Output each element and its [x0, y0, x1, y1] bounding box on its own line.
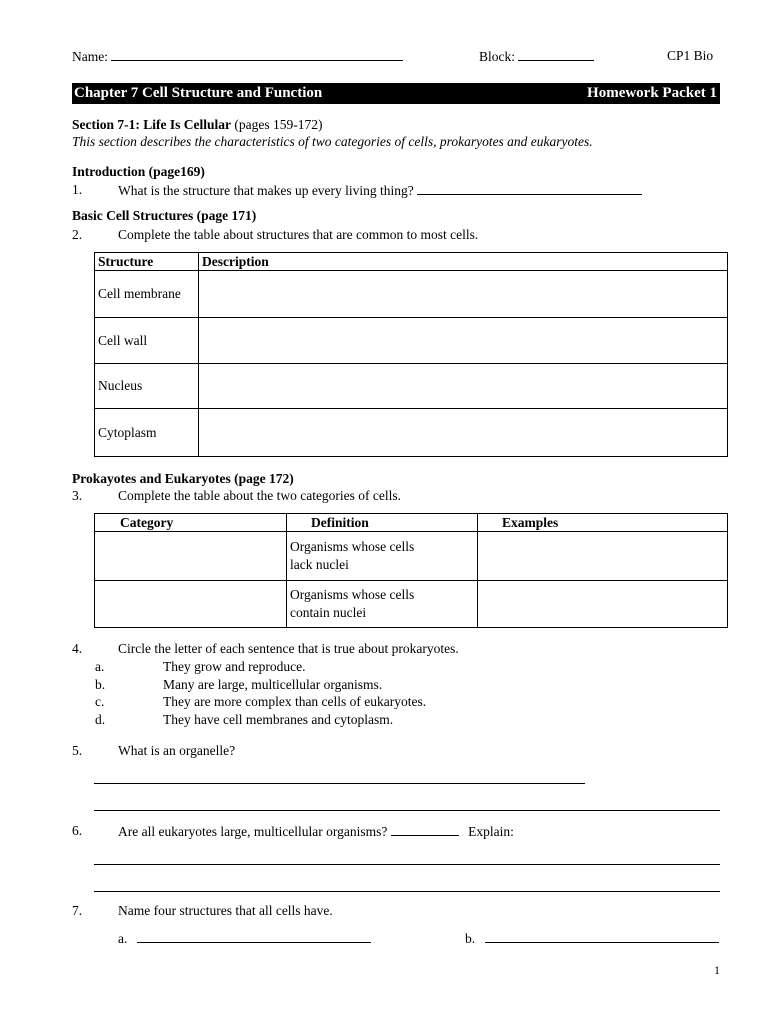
course-label: CP1 Bio: [667, 48, 714, 63]
q6-number: 6.: [72, 823, 83, 838]
definition-cell: [287, 581, 478, 628]
q7-text: Name four structures that all cells have.: [118, 903, 333, 918]
block-label: Block:: [479, 49, 515, 64]
q2-number: 2.: [72, 227, 83, 242]
q1-text: What is the structure that makes up every living thing?: [118, 183, 414, 198]
examples-cell[interactable]: [478, 581, 728, 628]
q6-answer-line[interactable]: [94, 864, 720, 865]
q1-answer-blank[interactable]: [417, 182, 642, 195]
q6-answer-blank[interactable]: [391, 823, 459, 836]
q4-option-letter[interactable]: c.: [95, 694, 105, 709]
section-description: This section describes the characteristics of two categories of cells, prokaryotes and eukaryotes.: [72, 134, 593, 149]
structure-cell: Cell wall: [95, 318, 199, 364]
description-cell[interactable]: [199, 271, 728, 318]
prok-heading: Prokayotes and Eukaryotes (page 172): [72, 471, 294, 486]
q4-text: Circle the letter of each sentence that is true about prokaryotes.: [118, 641, 459, 656]
chapter-title: Chapter 7 Cell Structure and Function: [74, 85, 323, 101]
q7-letter-a: a.: [118, 931, 128, 946]
q3-text: Complete the table about the two categories of cells.: [118, 488, 402, 503]
definition-col-header: Definition: [287, 514, 478, 532]
page-number: 1: [714, 963, 720, 977]
table-row: [95, 364, 728, 409]
q7-item-b: [465, 930, 719, 947]
category-cell[interactable]: [95, 581, 287, 628]
definition-line: Organisms whose cells: [290, 587, 415, 602]
q1-number: 1.: [72, 182, 83, 197]
definition-line: Organisms whose cells: [290, 539, 415, 554]
q4-option-letter[interactable]: d.: [95, 712, 106, 727]
structure-cell: Nucleus: [95, 364, 199, 409]
q7-answer-blank-a[interactable]: [137, 930, 371, 943]
q4-option-letter[interactable]: a.: [95, 659, 105, 674]
q4-option-text: Many are large, multicellular organisms.: [163, 677, 383, 692]
q4-option-letter[interactable]: b.: [95, 677, 106, 692]
section-title: Section 7-1: Life Is Cellular: [72, 117, 231, 132]
table-row: [95, 532, 728, 581]
q4-option-text: They have cell membranes and cytoplasm.: [163, 712, 394, 727]
table-row: [95, 581, 728, 628]
block-blank[interactable]: [518, 48, 594, 61]
description-col-header: Description: [199, 253, 728, 271]
category-cell[interactable]: [95, 532, 287, 581]
q7-letter-b: b.: [465, 931, 476, 946]
definition-line: contain nuclei: [290, 605, 367, 620]
description-cell[interactable]: [199, 409, 728, 457]
q6-question: [118, 823, 514, 840]
intro-heading: Introduction (page169): [72, 164, 205, 179]
block-field[interactable]: [479, 48, 594, 65]
q1-question: [118, 182, 642, 199]
table-row: [95, 409, 728, 457]
definition-line: lack nuclei: [290, 557, 349, 572]
name-label: Name:: [72, 49, 108, 64]
q7-answer-blank-b[interactable]: [485, 930, 719, 943]
definition-cell: [287, 532, 478, 581]
q6-text: Are all eukaryotes large, multicellular organisms?: [118, 824, 388, 839]
q3-number: 3.: [72, 488, 83, 503]
structure-cell: Cytoplasm: [95, 409, 199, 457]
category-table: [94, 513, 728, 628]
name-blank[interactable]: [111, 48, 403, 61]
examples-cell[interactable]: [478, 532, 728, 581]
q5-answer-line[interactable]: [94, 810, 720, 811]
q5-number: 5.: [72, 743, 83, 758]
q2-text: Complete the table about structures that are common to most cells.: [118, 227, 479, 242]
q5-text: What is an organelle?: [118, 743, 236, 758]
q6-answer-line[interactable]: [94, 891, 720, 892]
q4-option-text: They grow and reproduce.: [163, 659, 306, 674]
q7-number: 7.: [72, 903, 83, 918]
name-field[interactable]: [72, 48, 403, 65]
q5-answer-line[interactable]: [94, 783, 585, 784]
category-col-header: Category: [95, 514, 287, 532]
structure-cell: Cell membrane: [95, 271, 199, 318]
description-cell[interactable]: [199, 364, 728, 409]
section-heading: [72, 117, 322, 133]
table-row: [95, 318, 728, 364]
table-row: [95, 271, 728, 318]
q7-item-a: [118, 930, 371, 947]
packet-title: Homework Packet 1: [587, 85, 717, 101]
q4-option-text: They are more complex than cells of eukaryotes.: [163, 694, 427, 709]
basic-heading: Basic Cell Structures (page 171): [72, 208, 257, 223]
structure-col-header: Structure: [95, 253, 199, 271]
examples-col-header: Examples: [478, 514, 728, 532]
title-bar: [72, 83, 720, 104]
structure-table: [94, 252, 728, 457]
section-pages: (pages 159-172): [234, 117, 323, 132]
q4-number: 4.: [72, 641, 83, 656]
q6-explain-label: Explain:: [468, 824, 514, 839]
description-cell[interactable]: [199, 318, 728, 364]
